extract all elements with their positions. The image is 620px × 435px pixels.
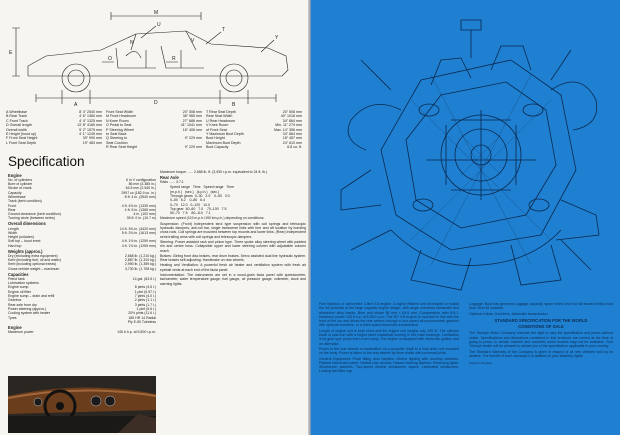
- dimension-value: 5' 2" 1575 mm: [79, 127, 102, 132]
- spec-label: Engine sump: [8, 285, 29, 290]
- spec-value: 4 in. (102 mm): [133, 212, 156, 217]
- dimension-value: 9" 229 mm: [184, 145, 202, 150]
- spec-value: 6 in V configuration: [126, 177, 156, 182]
- dimension-label: B Rear Track: [6, 114, 27, 119]
- brakes-text: Brakes: Girling front disc brakes, rear drum brakes. Servo assisted dual line hydraulic system. Rear brakes self-adjusting. Handbrake on rear wheels.: [160, 253, 306, 263]
- dimension-value: 4' 1" 1245 mm: [79, 132, 102, 137]
- engine-cutaway-drawing: [311, 0, 620, 300]
- dimension-value: 18" 457 mm: [282, 136, 302, 141]
- spec-value: 4 ft. 1½ in. (1259 mm): [121, 239, 156, 244]
- overall-dimensions-heading: Overall dimensions: [8, 221, 46, 227]
- spec-value: 2,668 lb. (1,210 kg.): [124, 253, 156, 258]
- spec-label: Width: [8, 230, 17, 235]
- right-page: [311, 0, 620, 435]
- performance-row: Speed range Time Speed range Time: [170, 185, 235, 190]
- spec-value: 185 HR 14 Radial: [128, 315, 156, 320]
- dimension-label: Overall width: [6, 127, 27, 132]
- conditions-text: The Triumph Motor Company reserves the right to vary the specification and prices without notice. Specifications and illustrations contained in this brochure are correct at the time of going to press. In certain markets and countries some models may not be available. Your Triumph dealer will be pleased to advise you of the specification applicable in your country.: [469, 331, 613, 349]
- spec-label: Gearbox: [8, 298, 22, 303]
- dimensions-col2: [106, 110, 206, 150]
- dimension-label: U Rear Headroom: [206, 118, 236, 123]
- dimension-label: Seat Cushion: [106, 140, 128, 145]
- spec-value: 14 ft. 5¾ in. (4420 mm): [119, 226, 156, 231]
- spec-label: Engine sump – drain and refill: [8, 294, 55, 299]
- spec-label: Rear: [8, 207, 16, 212]
- spec-label: Gross vehicle weight – maximum: [8, 266, 60, 271]
- performance-row: Through gears 0–30 2.9 0–50 3.0: [170, 193, 230, 198]
- dimension-value: 24" 610 mm: [282, 140, 302, 145]
- spec-label: Tyres: [8, 315, 17, 320]
- transmission-text: Power to the rear wheels is transmitted via a propeller shaft to a final drive unit mounted on the body. Power is taken to the rear wheels by drive shafts with universal joints.: [319, 346, 459, 356]
- spec-value: 3,730 lb. (1,708 kg.): [124, 266, 156, 271]
- spec-label: Rear axle from dry: [8, 302, 37, 307]
- spec-value: 5 ft. 3¾ in. (1613 mm): [121, 230, 156, 235]
- general-equipment-text: General Equipment: Flush fitting door handles. Interior lighting with courtesy switches. Padded instrument panel. Heated rear window. Hazard warning flashers. Reversing lights. Windscreen washers. Two-speed electric windscreen wipers. Laminated windscreen. Locking fuel filler cap.: [319, 356, 459, 374]
- spec-value: 20½ pints (11.6 l.): [128, 311, 156, 316]
- dimension-label: P Steering Wheel: [106, 127, 134, 132]
- spec-value: 4 ft. 1½ in. (1259 mm): [121, 243, 156, 248]
- svg-text:M: M: [154, 10, 159, 16]
- dimension-label: Maximum Boot Depth: [206, 140, 241, 145]
- dimension-label: Boot Capacity: [206, 145, 229, 150]
- dimension-value: Max. 14" 356 mm: [273, 127, 302, 132]
- spec-row: [8, 267, 156, 271]
- dimension-row: [6, 141, 106, 145]
- performance-row: (m.p.h.) (sec.) (k.p.h.) (sec.): [170, 189, 220, 194]
- spec-value: 2997 cc (182.9 cu. in.): [121, 190, 156, 195]
- spec-value: 8 ft. 4 in. (2540 mm): [124, 194, 156, 199]
- spec-column-left: [8, 172, 156, 334]
- dimension-label: M Front Headroom: [106, 114, 137, 119]
- performance-row: 0–70 12.0 0–120 14.0: [170, 202, 210, 207]
- dimension-label: Front Seat Width: [106, 110, 133, 114]
- engine-list: [8, 178, 156, 221]
- engine-power-list: [8, 330, 156, 334]
- dimension-value: 4' 4" 1325 mm: [79, 118, 102, 123]
- luggage-text: Luggage: Boot has generous luggage capacity, spare wheel and tool kit stowed below boot floor. Boot lid lockable.: [469, 302, 613, 311]
- spec-label: Hard top: [8, 243, 22, 248]
- engine-construction-text: Length of engine unit is kept short and the engine unit weighs only 400 lb. The cylinder block is cast iron with a forged steel crankshaft running in five main bearings. Lubrication is by gear type pump from a wet sump. The engine is equipped with electronic ignition and an alternator.: [319, 328, 459, 346]
- dimension-value: 39" 990 mm: [82, 136, 102, 141]
- spec-label: Height (unladen): [8, 235, 34, 240]
- dimension-label: T Rear Seat Depth: [206, 110, 236, 114]
- capacities-heading: Capacities: [8, 271, 29, 277]
- capacities-list: [8, 277, 156, 324]
- engine-description: Fuel injection or carburettor 3-litre V-8 engine. A highly efficient unit developed to exploit the full potential of the large capacity engine design, with single overhead camshafts and aluminium alloy heads. Bore and stroke 86 mm × 64.5 mm. Compression ratio 8.8:1. Maximum power 145 b.h.p. at 5,500 r.p.m. The 90° V-8 engine is mounted in line with the front of the car and drives the rear wheels through a four-speed all-synchromesh gearbox with optional overdrive, or a three-speed automatic transmission.: [319, 302, 459, 328]
- spec-label: Ground clearance (kerb condition): [8, 212, 61, 217]
- interior-dashboard-photo: [8, 376, 156, 433]
- svg-text:V: V: [191, 38, 195, 44]
- spec-label: Kerb (including fuel, oil and water): [8, 258, 61, 263]
- dimension-value: 6.8 cu. ft.: [287, 145, 302, 150]
- performance-row: 0–50 6.2 0–80 6.4: [170, 198, 206, 203]
- spec-label: Track (kerb condition): [8, 199, 42, 204]
- dimension-label: Rear Seat Width: [206, 114, 233, 119]
- dimension-label: E Height (hood up): [6, 132, 37, 137]
- spec-value: 2 pints (1.1 l.): [134, 298, 156, 303]
- dimension-value: 19" 483 mm: [82, 140, 102, 145]
- dimension-value: 20" 508 mm: [182, 110, 202, 114]
- right-text-column-b: [469, 302, 613, 366]
- dimension-label: Y Maximum Boot Depth: [206, 132, 244, 137]
- dimension-label: Boot Height: [206, 136, 225, 141]
- spec-label: Dry (excluding extra equipment): [8, 253, 58, 258]
- dimension-label: R Rear Seat Height: [106, 145, 138, 150]
- weights-list: [8, 254, 156, 271]
- dimension-label: D Overall length: [6, 123, 32, 128]
- spec-value: 1 pint (0.6 l.): [136, 306, 156, 311]
- spec-value: 64.5 mm (2.540 in.): [125, 186, 156, 191]
- spec-label: Engine oil filter: [8, 289, 31, 294]
- performance-row: 50–70 7.5 80–110 7.1: [170, 211, 211, 216]
- spec-value: 2,887 lb. (1,310 kg.): [124, 258, 156, 263]
- spec-row: [8, 330, 156, 334]
- dimension-label: to Seat Back: [106, 132, 127, 137]
- svg-text:T: T: [222, 27, 226, 33]
- conditions-heading: CONDITIONS OF SALE: [518, 324, 564, 330]
- weights-heading: Weights (approx.): [8, 248, 43, 254]
- spec-label: Bore of cylinder: [8, 182, 33, 187]
- spec-label: Turning circle (between kerbs): [8, 216, 55, 221]
- instruments-text: Instrumentation: The instruments are set in a wood-grain facia panel with speedometer, tachometer, water temperature gauge, fuel gauge, oil pressure gauge, voltmeter, clock and warning lights.: [160, 273, 306, 286]
- engine-power-heading: Engine: [8, 324, 22, 330]
- svg-text:O: O: [108, 56, 112, 62]
- spec-label: Wheelbase: [8, 194, 26, 199]
- dimension-label: O Pedal to Seat: [106, 123, 132, 128]
- svg-text:B: B: [232, 102, 236, 108]
- spec-value: 145 b.h.p. at 5,500 r.p.m.: [117, 329, 156, 334]
- dimension-label: L Front Seat Depth: [6, 140, 37, 145]
- spec-label: Capacity: [8, 190, 22, 195]
- spec-value: 35 ft. 0 in. (10.7 m): [126, 216, 156, 221]
- dimensions-col1: [6, 110, 106, 145]
- rear-axle-ratio: Ratio ...... 3.7:1: [160, 180, 184, 185]
- spec-row: [8, 320, 156, 324]
- spec-value: 14 gal. (63.5 l.): [132, 276, 156, 281]
- dimension-label: A Wheelbase: [6, 110, 28, 114]
- spec-column-right: [160, 170, 306, 286]
- performance-table: [170, 185, 306, 215]
- dimension-value: Min. 11" 279 mm: [275, 123, 302, 128]
- spec-value: 3 pints (1.7 l.): [134, 302, 156, 307]
- spec-value: 86 mm (3.385 in.): [128, 182, 156, 187]
- svg-text:Y: Y: [275, 35, 279, 41]
- spec-value: 1 pint (0.57 l.): [134, 289, 156, 294]
- dimension-value: 27" 686 mm: [182, 118, 202, 123]
- spec-value: 4 ft. 6 in. (1365 mm): [124, 207, 156, 212]
- dimension-value: 8' 4" 2540 mm: [79, 110, 102, 114]
- dimension-value: 13' 8" 4165 mm: [77, 123, 102, 128]
- svg-text:N: N: [130, 40, 134, 46]
- max-speed-text: Maximum speed (119 m.p.h./190 km.p.h.) depending on conditions.: [160, 216, 265, 221]
- svg-text:E: E: [9, 50, 13, 56]
- spec-label: Maximum power: [8, 329, 34, 334]
- dimensions-table: [6, 110, 306, 150]
- spec-row: [8, 216, 156, 220]
- rear-axle-heading: Rear Axle: [160, 174, 179, 180]
- optional-extras-text: Optional extras: Overdrive, automatic transmission.: [469, 311, 549, 316]
- dimension-value: 4' 6" 1360 mm: [79, 114, 102, 119]
- suspension-text: Suspension: (Front) Independent strut type suspension with coil springs and telescopic hydraulic dampers, anti-roll bar, single transverse links with fore and aft location by bonding cross rods. Coil springs are mounted between top mounts and lower links. (Rear) Independent semi-trailing arms with coil springs and telescopic dampers.: [160, 221, 306, 239]
- standard-spec-heading: STANDARD SPECIFICATION FOR THE WORLD: [494, 317, 588, 323]
- page-title: Specification: [8, 154, 85, 169]
- spec-label: Petrol tank: [8, 276, 25, 281]
- dimension-label: V Knee Room: [206, 123, 229, 128]
- dimension-label: Q Steering to: [106, 136, 128, 141]
- spec-label: Soft top – hood erect: [8, 239, 41, 244]
- spec-value: 7 pints (4.0 l.): [134, 294, 156, 299]
- right-text-column-a: [319, 302, 459, 374]
- dimension-value: 41" 1041 mm: [180, 123, 202, 128]
- printed-in-note: Printed in England: [469, 361, 492, 366]
- svg-text:R: R: [172, 56, 176, 62]
- spec-value: 8 pints (4.5 l.): [134, 285, 156, 290]
- svg-text:D: D: [154, 100, 158, 106]
- spec-label: Power steering (approx.): [8, 306, 47, 311]
- spec-label: Stroke of crank: [8, 186, 32, 191]
- spec-label: Cooling system with heater: [8, 311, 51, 316]
- torque-text: Maximum torque ...... 2,668 lb. ft. (3,930 r.p.m. equivalent to 24 ft. lb.): [160, 170, 268, 174]
- spec-value: Ply E-50 Tubeless: [127, 319, 156, 324]
- dimension-value: 34" 864 mm: [282, 118, 302, 123]
- spec-value: 4 ft. 4½ in. (1335 mm): [121, 203, 156, 208]
- warranty-text: The Standard Warranty of the Company is given in respect of all new vehicles sold by its dealers. The benefit of such warranty is in addition to your statutory rights.: [469, 349, 613, 358]
- dimension-label: of Front Seat: [206, 127, 227, 132]
- dimensions-col3: [206, 110, 306, 150]
- spec-label: Length: [8, 226, 19, 231]
- dimension-value: 16" 406 mm: [182, 127, 202, 132]
- spec-label: Kerb (including optional extras): [8, 262, 57, 267]
- dimension-value: 20" 508 mm: [282, 110, 302, 114]
- spec-label: No. of cylinders: [8, 177, 33, 182]
- spec-label: Front: [8, 203, 17, 208]
- performance-row: Top gear 40–60 7.0 70–100 7.5: [170, 206, 227, 211]
- dimension-value: 9" 229 mm: [184, 136, 202, 141]
- dimension-value: 40" 1016 mm: [280, 114, 302, 119]
- dimension-label: F Front Seat Height: [6, 136, 38, 141]
- steering-text: Steering: Power assisted rack and pinion type. Three spoke alloy steering wheel with padded rim and centre boss. Collapsible upper and lower steering column with adjustable column reach.: [160, 239, 306, 253]
- car-cutaway-drawing: [6, 4, 304, 108]
- dimension-label: N Knee Room: [106, 118, 129, 123]
- heating-text: Heating and Ventilation: A powerful fresh air heater and ventilation system with fresh air eyeball vents at each end of the facia panel.: [160, 263, 306, 272]
- spec-value: 2,990 lb. (1,359 kg.): [124, 262, 156, 267]
- overall-dimensions-list: [8, 227, 156, 248]
- engine-heading: Engine: [8, 172, 22, 178]
- dimension-value: 38" 965 mm: [182, 114, 202, 119]
- dimension-label: C Front Track: [6, 118, 28, 123]
- spec-label: Lubrication systems: [8, 281, 39, 286]
- svg-text:U: U: [157, 22, 161, 28]
- svg-text:A: A: [74, 102, 78, 108]
- dimension-row: [106, 145, 206, 149]
- dimension-row: [206, 145, 306, 149]
- dimension-value: 34" 864 mm: [282, 132, 302, 137]
- spec-row: [8, 244, 156, 248]
